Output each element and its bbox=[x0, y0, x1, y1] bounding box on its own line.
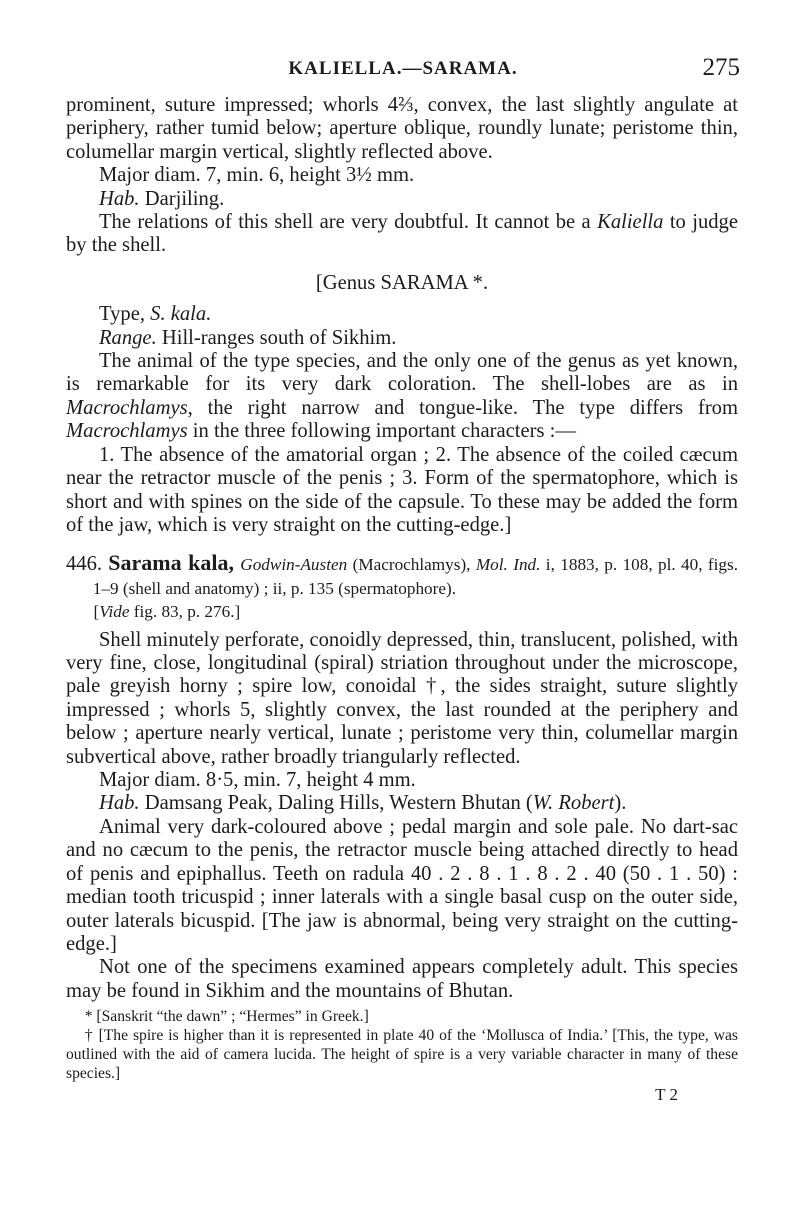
footnotes bbox=[66, 1007, 738, 1083]
species-hab-end: ). bbox=[614, 792, 627, 815]
genus-characters: 1. The absence of the amatorial organ ; 2. The absence of the coiled cæcum near the retractor muscle of the penis ; 3. Form of the spermatophore, which is short and with spines on the side of the capsule. To these may be added the form of the jaw, which is very straight on the cutting-edge.] bbox=[66, 443, 738, 536]
vide-reference bbox=[66, 602, 738, 623]
species-ref-b: i, 1883, p. 108, pl. 40, figs. 1–9 (shell and anatomy) ; ii, p. 135 (spermatophore). bbox=[92, 555, 738, 598]
species-number: 446. bbox=[66, 553, 103, 576]
species-author: Godwin-Austen bbox=[240, 555, 348, 575]
species-dimensions: Major diam. 8·5, min. 7, height 4 mm. bbox=[98, 769, 416, 792]
type-species: S. kala. bbox=[150, 303, 212, 326]
genus-animal-paragraph bbox=[66, 350, 738, 444]
signature-mark bbox=[66, 1083, 738, 1106]
animal-text-c: in the three following important characters :— bbox=[187, 420, 576, 443]
vide-open: [ bbox=[93, 602, 100, 622]
range-text: Hill-ranges south of Sikhim. bbox=[156, 326, 397, 349]
footnote-dagger: † [The spire is higher than it is represented in plate 40 of the ‘Mollusca of India.’ [This, the type, was outlined with the aid of camera lucida. The height of spire is a very variable character in many of these species.] bbox=[66, 1027, 738, 1083]
genus-type bbox=[66, 303, 738, 326]
animal-text-a: The animal of the type species, and the only one of the genus as yet known, is remarkable for its very dark coloration. The shell-lobes are as in bbox=[66, 350, 738, 396]
type-label: Type, bbox=[98, 303, 151, 326]
species-hab-collector: W. Robert bbox=[532, 792, 615, 815]
species-hab-text: Damsang Peak, Daling Hills, Western Bhutan ( bbox=[139, 792, 533, 815]
species-name: Sarama kala, bbox=[108, 550, 235, 576]
relations-genus: Kaliella bbox=[597, 211, 664, 234]
vide-text: fig. 83, p. 276.] bbox=[129, 602, 241, 622]
species-hab-label: Hab. bbox=[98, 792, 140, 815]
animal-text-b: , the right narrow and tongue-like. The type differs from bbox=[187, 396, 738, 419]
genus-heading: [Genus SARAMA *. bbox=[315, 271, 489, 294]
kaliella-description-continued: prominent, suture impressed; whorls 4⅔, convex, the last slightly angulate at periphery, rather tumid below; aperture oblique, roundly lunate; peristome thin, columellar margin vertical, slightly reflected above. bbox=[66, 94, 738, 163]
signature-text: T 2 bbox=[655, 1085, 678, 1105]
species-ref-a: (Macrochlamys), bbox=[347, 555, 476, 575]
page-number: 275 bbox=[702, 54, 740, 81]
hab-label: Hab. bbox=[98, 187, 140, 210]
species-habitat bbox=[66, 792, 738, 815]
shell-description: Shell minutely perforate, conoidly depressed, thin, translucent, polished, with very fine, close, longitudinal (spiral) striation throughout under the microscope, pale greyish horny ; spire low, conoidal †, the sides straight, suture slightly impressed ; whorls 5, slightly convex, the last rounded at the periphery and below ; aperture nearly vertical, lunate ; peristome very thin, columellar margin subvertical above, rather broadly triangularly reflected. bbox=[66, 628, 738, 768]
genus-range bbox=[66, 327, 738, 350]
species-ref-journal: Mol. Ind. bbox=[475, 555, 541, 575]
relations-text-a: The relations of this shell are very doubtful. It cannot be a bbox=[98, 211, 598, 234]
running-title: KALIELLA.—SARAMA. bbox=[288, 58, 518, 79]
kaliella-dimensions: Major diam. 7, min. 6, height 3½ mm. bbox=[98, 164, 415, 187]
kaliella-habitat bbox=[66, 188, 738, 211]
running-header bbox=[66, 54, 740, 82]
range-label: Range. bbox=[98, 326, 157, 349]
animal-description: Animal very dark-coloured above ; pedal margin and sole pale. No dart-sac and no cæcum to the penis, the retractor muscle being attached directly to head of penis and epiphallus. Teeth on radula 40 . 2 . 8 . 1 . 8 . 2 . 40 (50 . 1 . 50) : median tooth tricuspid ; inner laterals with a single basal cusp on the outer side, outer laterals bicuspid. [The jaw is abnormal, being very straight on the cutting-edge.] bbox=[66, 815, 738, 955]
animal-genus-2: Macrochlamys bbox=[66, 420, 188, 443]
species-heading bbox=[66, 551, 738, 600]
kaliella-relations bbox=[66, 211, 738, 258]
hab-text: Darjiling. bbox=[139, 187, 225, 210]
animal-genus-1: Macrochlamys bbox=[66, 396, 188, 419]
page-body bbox=[66, 94, 738, 1107]
footnote-star: * [Sanskrit “the dawn” ; “Hermes” in Greek.] bbox=[84, 1008, 369, 1026]
vide-word: Vide bbox=[99, 602, 130, 622]
adult-note: Not one of the specimens examined appears completely adult. This species may be found in Sikhim and the mountains of Bhutan. bbox=[66, 956, 738, 1002]
relations-text-b: to judge by the shell. bbox=[66, 211, 738, 257]
